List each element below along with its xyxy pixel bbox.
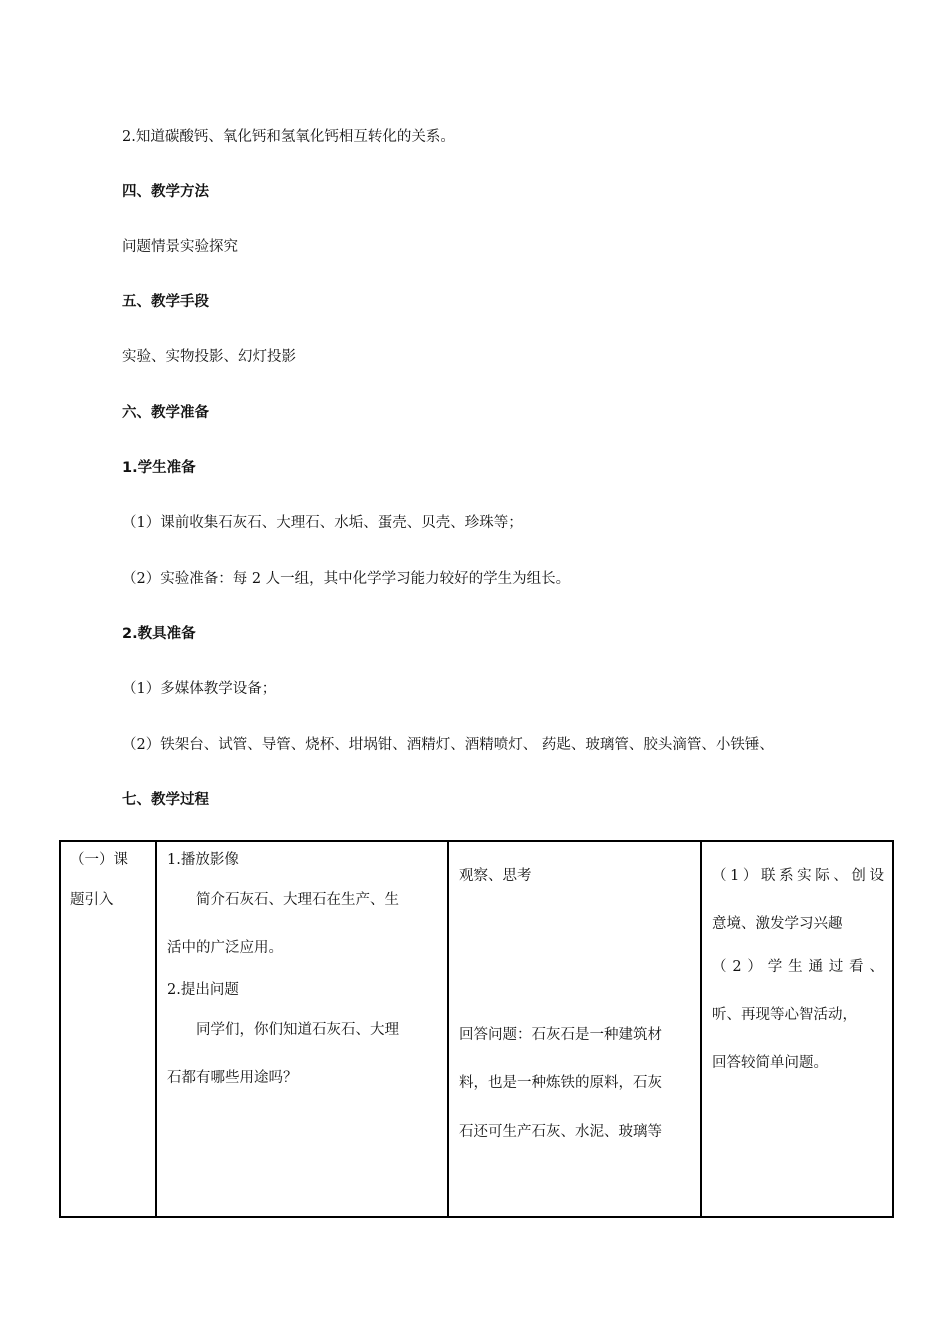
student-prep-item-1: （1）课前收集石灰石、大理石、水垢、蛋壳、贝壳、珍珠等； <box>122 515 523 531</box>
equipment-prep-item-1: （1）多媒体教学设备； <box>122 681 277 697</box>
heading-student-preparation: 1.学生准备 <box>122 460 196 476</box>
table-row <box>60 841 893 1217</box>
design-intent-line-2: 意境、激发学习兴趣 <box>712 916 843 932</box>
teacher-step-2-title: 2.提出问题 <box>167 982 239 998</box>
teaching-process-table <box>59 840 892 1218</box>
design-intent-line-5: 回答较简单问题。 <box>712 1055 828 1071</box>
design-intent-line-3: （2）学生通过看、 <box>712 959 884 975</box>
student-activity-cell <box>448 841 701 1217</box>
heading-teaching-method: 四、教学方法 <box>122 184 209 200</box>
student-answer-line-3: 石还可生产石灰、水泥、玻璃等 <box>459 1124 662 1140</box>
teacher-step-2-text-a: 同学们，你们知道石灰石、大理 <box>196 1022 399 1038</box>
teacher-step-2-text-b: 石都有哪些用途吗？ <box>167 1070 298 1086</box>
teacher-activity-cell <box>156 841 448 1217</box>
heading-equipment-preparation: 2.教具准备 <box>122 626 196 642</box>
stage-cell <box>60 841 156 1217</box>
objective-line-2: 2.知道碳酸钙、氧化钙和氢氧化钙相互转化的关系。 <box>122 129 455 145</box>
equipment-prep-item-2: （2）铁架台、试管、导管、烧杯、坩埚钳、酒精灯、酒精喷灯、 药匙、玻璃管、胶头滴管、小铁锤、 <box>122 737 774 753</box>
student-answer-line-2: 料，也是一种炼铁的原料，石灰 <box>459 1075 662 1091</box>
stage-line-2: 题引入 <box>70 892 114 908</box>
teacher-step-1-text-b: 活中的广泛应用。 <box>167 940 283 956</box>
teacher-step-1-text-a: 简介石灰石、大理石在生产、生 <box>196 892 399 908</box>
teaching-method-text: 问题情景实验探究 <box>122 239 238 255</box>
student-answer-line-1: 回答问题：石灰石是一种建筑材 <box>459 1027 662 1043</box>
design-intent-line-1: （1）联系实际、创设 <box>712 868 884 884</box>
design-intent-line-4: 听、再现等心智活动， <box>712 1007 857 1023</box>
teacher-step-1-title: 1.播放影像 <box>167 852 239 868</box>
stage-line-1: （一）课 <box>70 852 128 868</box>
student-activity-observe: 观察、思考 <box>459 868 532 884</box>
student-prep-item-2: （2）实验准备：每 2 人一组，其中化学学习能力较好的学生为组长。 <box>122 571 571 587</box>
design-intent-cell <box>701 841 893 1217</box>
heading-teaching-process: 七、教学过程 <box>122 792 209 808</box>
heading-teaching-means: 五、教学手段 <box>122 294 209 310</box>
teaching-means-text: 实验、实物投影、幻灯投影 <box>122 349 296 365</box>
heading-teaching-preparation: 六、教学准备 <box>122 405 209 421</box>
